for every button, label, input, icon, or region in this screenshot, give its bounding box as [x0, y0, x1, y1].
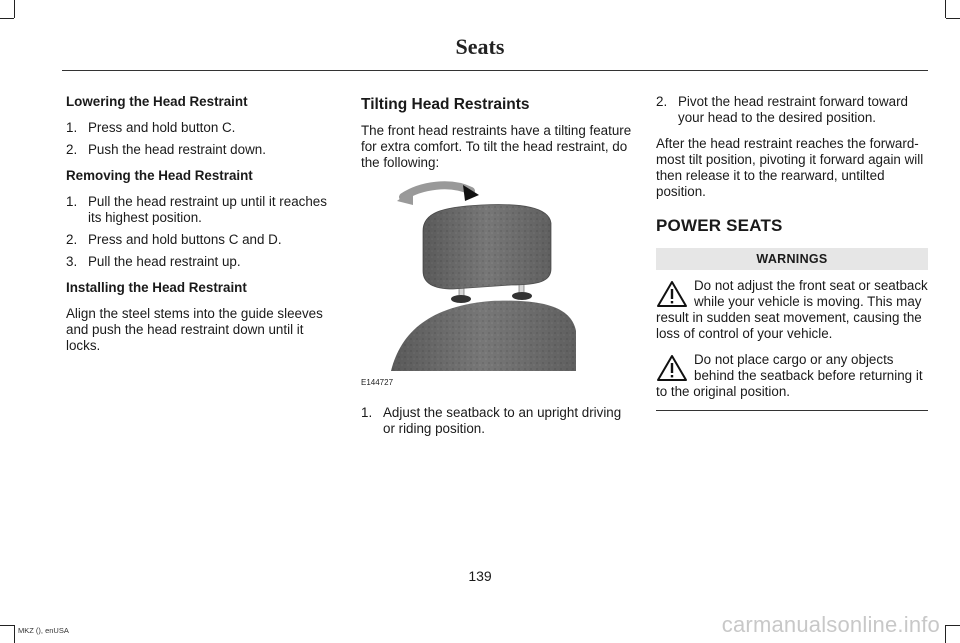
document-code: MKZ (), enUSA	[18, 626, 69, 635]
crop-mark	[945, 0, 946, 18]
after-tilt-text: After the head restraint reaches the forward-most tilt position, pivoting it forward again will then release it to the rearward, untilted position.	[656, 136, 924, 199]
step-number: 2.	[656, 94, 668, 109]
lowering-heading: Lowering the Head Restraint	[66, 94, 248, 109]
crop-mark	[946, 18, 960, 19]
step-number: 1.	[361, 405, 373, 420]
installing-heading: Installing the Head Restraint	[66, 280, 247, 295]
step-text: Press and hold button C.	[88, 120, 236, 135]
step-text: Push the head restraint down.	[88, 142, 266, 157]
warnings-end-rule	[656, 410, 928, 411]
page-number: 139	[468, 568, 492, 584]
crop-mark	[946, 625, 960, 626]
installing-text: Align the steel stems into the guide sleeves and push the head restraint down until it locks.	[66, 306, 323, 353]
step-text: Pull the head restraint up.	[88, 254, 241, 269]
column-left	[66, 94, 338, 364]
warning-text: Do not adjust the front seat or seatback while your vehicle is moving. This may result in sudden seat movement, causing the loss of control of your vehicle.	[656, 278, 928, 341]
tilt-arrow-icon	[397, 185, 479, 205]
step-text: Pivot the head restraint forward toward your head to the desired position.	[678, 94, 908, 125]
tilting-steps-continued	[656, 94, 928, 126]
step-number: 1.	[66, 120, 78, 135]
removing-steps	[66, 194, 338, 270]
header-rule	[62, 70, 928, 71]
head-restraint-illustration	[361, 181, 633, 381]
list-item	[66, 120, 338, 136]
head-restraint-figure	[361, 181, 633, 391]
crop-mark	[945, 625, 946, 643]
power-seats-heading: POWER SEATS	[656, 216, 783, 235]
list-item	[66, 254, 338, 270]
tilting-intro: The front head restraints have a tilting feature for extra comfort. To tilt the head restraint, do the following:	[361, 123, 632, 170]
warning-text: Do not place cargo or any objects behind the seatback before returning it to the original position.	[656, 352, 923, 399]
warning-item	[656, 352, 928, 400]
step-number: 2.	[66, 232, 78, 247]
list-item	[656, 94, 928, 126]
page-title: Seats	[455, 34, 505, 59]
list-item	[66, 142, 338, 158]
crop-mark	[14, 625, 15, 643]
list-item	[66, 232, 338, 248]
crop-mark	[14, 0, 15, 18]
tilting-heading: Tilting Head Restraints	[361, 96, 530, 113]
step-text: Adjust the seatback to an upright driving or riding position.	[383, 405, 622, 436]
warning-triangle-icon	[656, 280, 688, 308]
removing-heading: Removing the Head Restraint	[66, 168, 253, 183]
step-number: 2.	[66, 142, 78, 157]
step-number: 1.	[66, 194, 78, 209]
step-text: Pull the head restraint up until it reaches its highest position.	[88, 194, 327, 225]
crop-mark	[0, 625, 14, 626]
warning-item	[656, 278, 928, 342]
warnings-bar: WARNINGS	[656, 248, 928, 270]
column-middle	[361, 97, 633, 447]
crop-mark	[0, 18, 14, 19]
list-item	[66, 194, 338, 226]
list-item	[361, 405, 633, 437]
warning-triangle-icon	[656, 354, 688, 382]
step-number: 3.	[66, 254, 78, 269]
step-text: Press and hold buttons C and D.	[88, 232, 282, 247]
figure-code: E144727	[361, 378, 394, 387]
watermark: carmanualsonline.info	[721, 612, 940, 637]
tilting-steps	[361, 405, 633, 437]
column-right	[656, 94, 928, 411]
lowering-steps	[66, 120, 338, 158]
